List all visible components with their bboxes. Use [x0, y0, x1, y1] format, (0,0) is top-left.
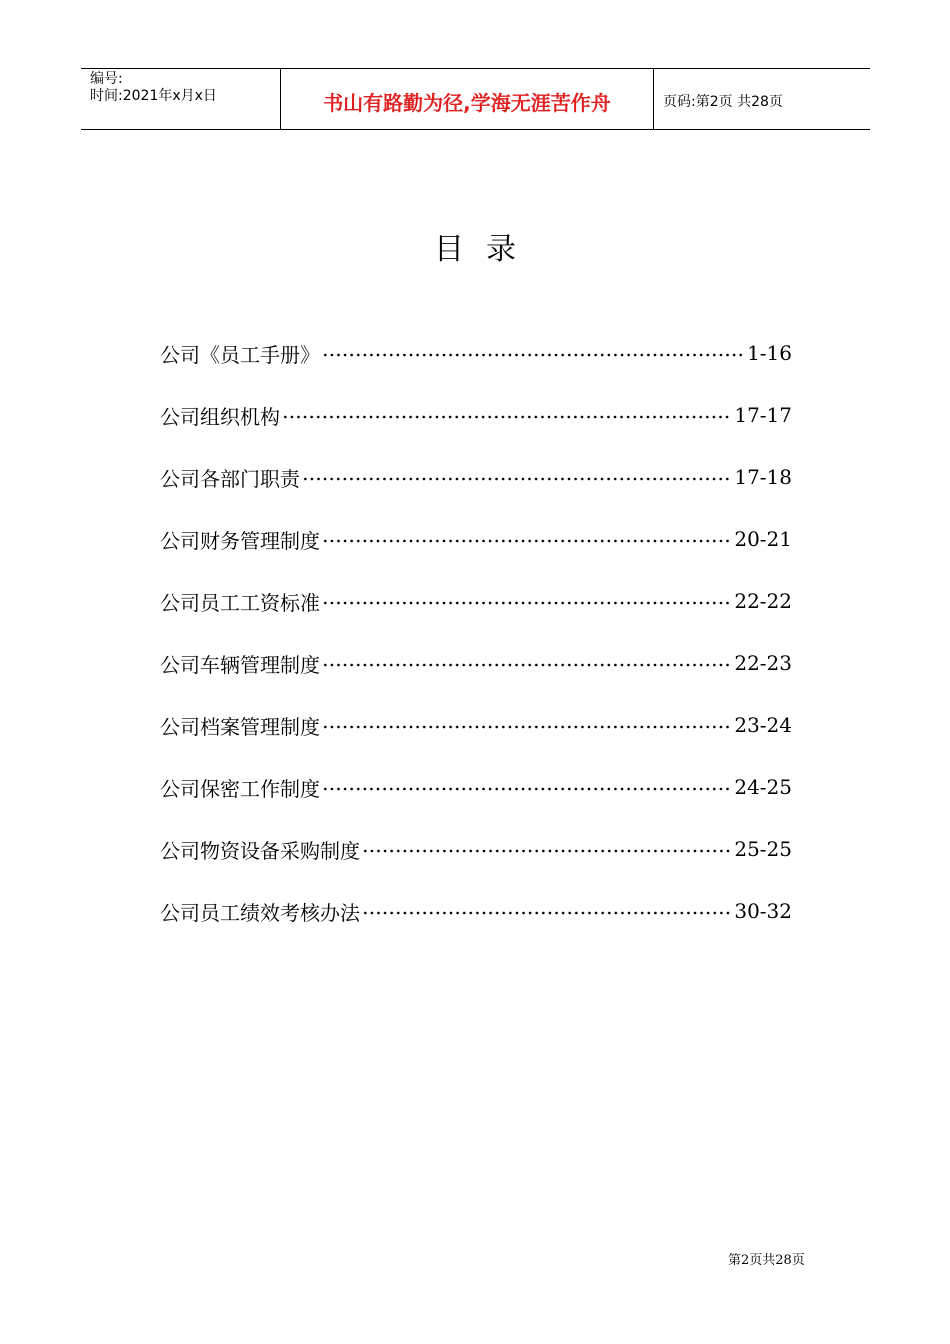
toc-leader-dots [322, 593, 732, 613]
toc-entry[interactable] [160, 508, 792, 570]
document-header [81, 68, 870, 130]
toc-entry-label: 公司各部门职责 [160, 466, 300, 491]
toc-entry-label: 公司《员工手册》 [160, 342, 320, 367]
toc-entry[interactable] [160, 446, 792, 508]
toc-entry-label: 公司车辆管理制度 [160, 652, 320, 677]
toc-entry-pages: 24-25 [734, 775, 792, 799]
toc-entry[interactable] [160, 880, 792, 942]
header-meta [81, 69, 281, 129]
toc-entry-label: 公司物资设备采购制度 [160, 838, 360, 863]
toc-entry-label: 公司组织机构 [160, 404, 280, 429]
document-time-label: 时间:2021年x月x日 [90, 88, 217, 104]
toc-leader-dots [322, 779, 732, 799]
toc-entry[interactable] [160, 322, 792, 384]
toc-entry-pages: 17-18 [734, 465, 792, 489]
toc-entry-label: 公司财务管理制度 [160, 528, 320, 553]
table-of-contents [160, 322, 792, 942]
toc-entry-pages: 20-21 [734, 527, 792, 551]
page-info-text: 页码:第2页 共28页 [663, 94, 783, 110]
toc-entry-pages: 25-25 [734, 837, 792, 861]
toc-entry[interactable] [160, 818, 792, 880]
motto-text: 书山有路勤为径,学海无涯苦作舟 [323, 90, 611, 115]
toc-leader-dots [322, 345, 745, 365]
toc-entry-pages: 22-23 [734, 651, 792, 675]
toc-entry[interactable] [160, 570, 792, 632]
toc-leader-dots [322, 655, 732, 675]
toc-entry[interactable] [160, 756, 792, 818]
toc-entry-pages: 22-22 [734, 589, 792, 613]
toc-entry-pages: 23-24 [734, 713, 792, 737]
toc-leader-dots [362, 903, 732, 923]
page-footer: 第2页共28页 [728, 1253, 805, 1268]
toc-leader-dots [322, 717, 732, 737]
header-motto [281, 69, 654, 129]
toc-leader-dots [282, 407, 732, 427]
toc-entry-pages: 1-16 [747, 341, 792, 365]
toc-entry-label: 公司保密工作制度 [160, 776, 320, 801]
toc-leader-dots [362, 841, 732, 861]
toc-entry-label: 公司档案管理制度 [160, 714, 320, 739]
document-number-label: 编号: [90, 71, 123, 87]
toc-entry-label: 公司员工绩效考核办法 [160, 900, 360, 925]
toc-leader-dots [302, 469, 732, 489]
toc-entry[interactable] [160, 694, 792, 756]
toc-leader-dots [322, 531, 732, 551]
header-page-info [654, 69, 870, 129]
toc-entry[interactable] [160, 632, 792, 694]
page-title: 目录 [434, 232, 538, 267]
toc-entry-pages: 17-17 [734, 403, 792, 427]
toc-entry-label: 公司员工工资标准 [160, 590, 320, 615]
toc-entry-pages: 30-32 [734, 899, 792, 923]
toc-entry[interactable] [160, 384, 792, 446]
